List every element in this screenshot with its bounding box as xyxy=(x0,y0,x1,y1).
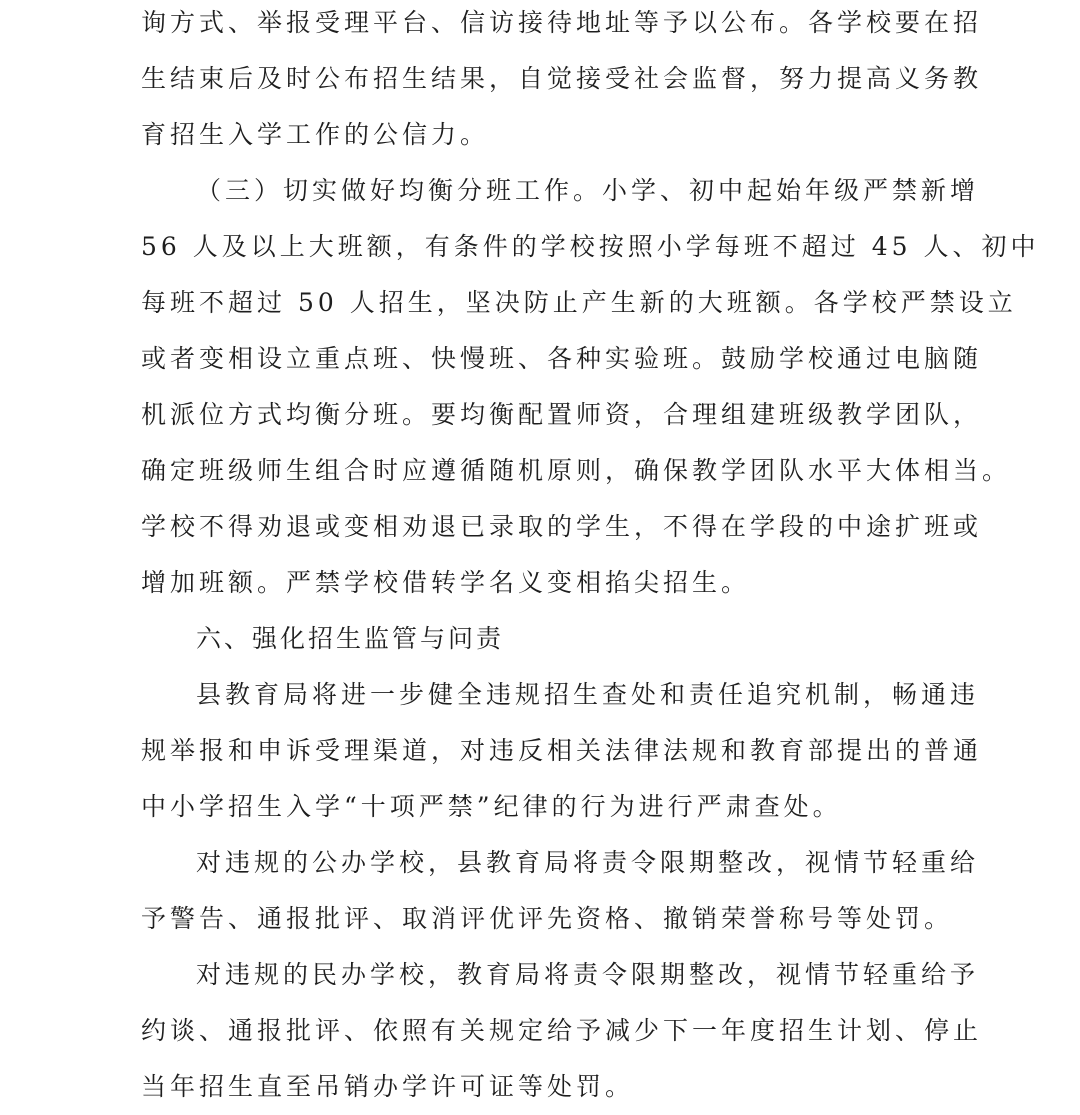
line-text: 确定班级师生组合时应遵循随机原则，确保教学团队水平大体相当。 xyxy=(141,456,1012,485)
line-text: 机派位方式均衡分班。要均衡配置师资，合理组建班级教学团队， xyxy=(141,400,983,429)
text-line xyxy=(0,507,1080,547)
line-text: 对违规的公办学校，县教育局将责令限期整改，视情节轻重给 xyxy=(196,848,980,877)
line-text: 规举报和申诉受理渠道，对违反相关法律法规和教育部提出的普通 xyxy=(141,736,983,765)
line-text: 每班不超过 50 人招生，坚决防止产生新的大班额。各学校严禁设立 xyxy=(141,288,1017,317)
text-line xyxy=(0,955,1080,995)
text-line xyxy=(0,59,1080,99)
text-line xyxy=(0,395,1080,435)
text-line xyxy=(0,339,1080,379)
text-line xyxy=(0,3,1080,43)
text-line xyxy=(0,283,1080,323)
text-line xyxy=(0,675,1080,715)
text-line xyxy=(0,843,1080,883)
line-text: 56 人及以上大班额，有条件的学校按照小学每班不超过 45 人、初中 xyxy=(141,232,1040,261)
text-line xyxy=(0,115,1080,155)
text-line xyxy=(0,899,1080,939)
section-heading: 六、强化招生监管与问责 xyxy=(196,624,505,653)
subsection-heading-line xyxy=(0,171,1080,211)
line-text: 中小学招生入学“十项严禁”纪律的行为进行严肃查处。 xyxy=(141,792,842,821)
section-heading-line xyxy=(0,619,1080,659)
line-text: 当年招生直至吊销办学许可证等处罚。 xyxy=(141,1072,635,1101)
line-text: 育招生入学工作的公信力。 xyxy=(141,120,490,149)
text-line xyxy=(0,787,1080,827)
text-line xyxy=(0,563,1080,603)
line-text: 县教育局将进一步健全违规招生查处和责任追究机制，畅通违 xyxy=(196,680,980,709)
text-line xyxy=(0,1067,1080,1107)
line-text: 对违规的民办学校，教育局将责令限期整改，视情节轻重给予 xyxy=(196,960,980,989)
text-line xyxy=(0,1011,1080,1051)
text-line xyxy=(0,227,1080,267)
line-text: 予警告、通报批评、取消评优评先资格、撤销荣誉称号等处罚。 xyxy=(141,904,954,933)
line-text: 生结束后及时公布招生结果，自觉接受社会监督，努力提高义务教 xyxy=(141,64,983,93)
line-text: 询方式、举报受理平台、信访接待地址等予以公布。各学校要在招 xyxy=(141,8,983,37)
line-text: 约谈、通报批评、依照有关规定给予减少下一年度招生计划、停止 xyxy=(141,1016,983,1045)
line-text: 或者变相设立重点班、快慢班、各种实验班。鼓励学校通过电脑随 xyxy=(141,344,983,373)
text-line xyxy=(0,451,1080,491)
line-text: 学校不得劝退或变相劝退已录取的学生，不得在学段的中途扩班或 xyxy=(141,512,983,541)
subsection-heading-text: （三）切实做好均衡分班工作。小学、初中起始年级严禁新增 xyxy=(196,176,980,205)
line-text: 增加班额。严禁学校借转学名义变相掐尖招生。 xyxy=(141,568,751,597)
text-line xyxy=(0,731,1080,771)
